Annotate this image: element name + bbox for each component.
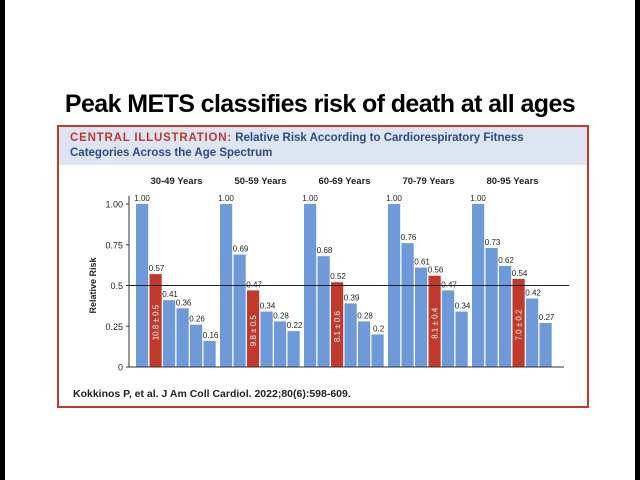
slide-title: Peak METS classifies risk of death at all ages [64,90,576,118]
data-label: 1.00 [302,194,318,203]
bar [288,331,300,367]
data-label: 0.16 [202,330,219,340]
highlight-bar-label: 8.1 ± 0.6 [333,311,343,343]
panel-header-lead: CENTRAL ILLUSTRATION: [70,132,233,144]
data-label: 0.73 [484,238,501,248]
data-label: 0.36 [175,298,192,308]
slide [5,0,635,480]
data-label: 0.57 [148,264,165,274]
bar [345,303,357,367]
age-group-label: 60-69 Years [318,176,371,187]
bar [261,312,273,367]
bar [415,268,427,367]
panel-header-text [70,131,580,161]
bar [234,255,246,367]
data-label: 0.76 [400,233,417,243]
data-label: 0.41 [162,290,178,300]
y-tick-label: 0 [117,362,123,373]
highlight-bar-label: 9.8 ± 0.5 [249,315,259,347]
y-tick-label: 0.75 [105,240,123,251]
highlight-bar-label: 7.0 ± 0.2 [514,309,524,341]
bar [177,308,189,367]
bar [442,290,454,367]
bar [358,321,370,367]
data-label: 0.68 [316,246,333,256]
panel-header-title: Relative Risk According to Cardiorespiratory Fitness Categories Across the Age Spectrum [70,132,524,159]
bar [486,248,498,367]
data-label: 0.34 [259,301,276,311]
y-tick-label: 1.00 [105,199,123,210]
highlight-bar-label: 10.8 ± 0.5 [151,304,161,341]
bar [499,266,511,367]
data-label: 1.00 [134,194,150,203]
data-label: 0.47 [246,280,262,290]
y-tick-label: 0.25 [105,321,123,332]
data-label: 0.61 [414,257,430,267]
data-label: 1.00 [386,194,402,203]
y-tick-label: 0.5 [110,281,123,291]
highlight-bar-label: 8.1 ± 0.4 [430,307,440,339]
plot-area [88,176,569,373]
age-group-label: 30-49 Years [150,176,203,187]
data-label: 0.28 [357,311,373,321]
citation: Kokkinos P, et al. J Am Coll Cardiol. 2022;80(6):598-609. [73,388,351,400]
data-label: 0.56 [427,265,444,275]
bar [163,300,175,367]
age-group-label: 70-79 Years [402,176,455,187]
data-label: 0.28 [273,311,289,321]
bar [372,334,384,367]
data-label: 1.00 [470,194,486,203]
bar [204,341,216,367]
bar [318,256,330,367]
data-label: 0.52 [330,272,346,282]
panel-header [59,127,587,165]
bar [456,312,468,367]
y-axis-label: Relative Risk [88,257,98,314]
data-label: 0.54 [511,268,528,278]
bar [190,325,202,367]
data-label: 0.69 [232,244,249,254]
bar [540,323,552,367]
bar [402,243,414,367]
data-label: 0.34 [454,301,471,311]
data-label: 1.00 [218,194,234,203]
age-group-label: 80-95 Years [486,176,539,187]
bar [274,321,286,367]
data-label: 0.42 [525,288,541,298]
data-label: 0.47 [441,280,457,290]
data-label: 0.27 [538,312,555,322]
data-label: 0.2 [373,324,385,334]
bar [526,299,538,367]
data-label: 0.62 [498,255,514,265]
data-label: 0.39 [343,293,360,303]
age-group-label: 50-59 Years [234,176,287,187]
relative-risk-chart [59,167,587,387]
data-label: 0.26 [189,314,205,324]
central-illustration-panel [57,125,589,408]
data-label: 0.22 [286,321,303,331]
